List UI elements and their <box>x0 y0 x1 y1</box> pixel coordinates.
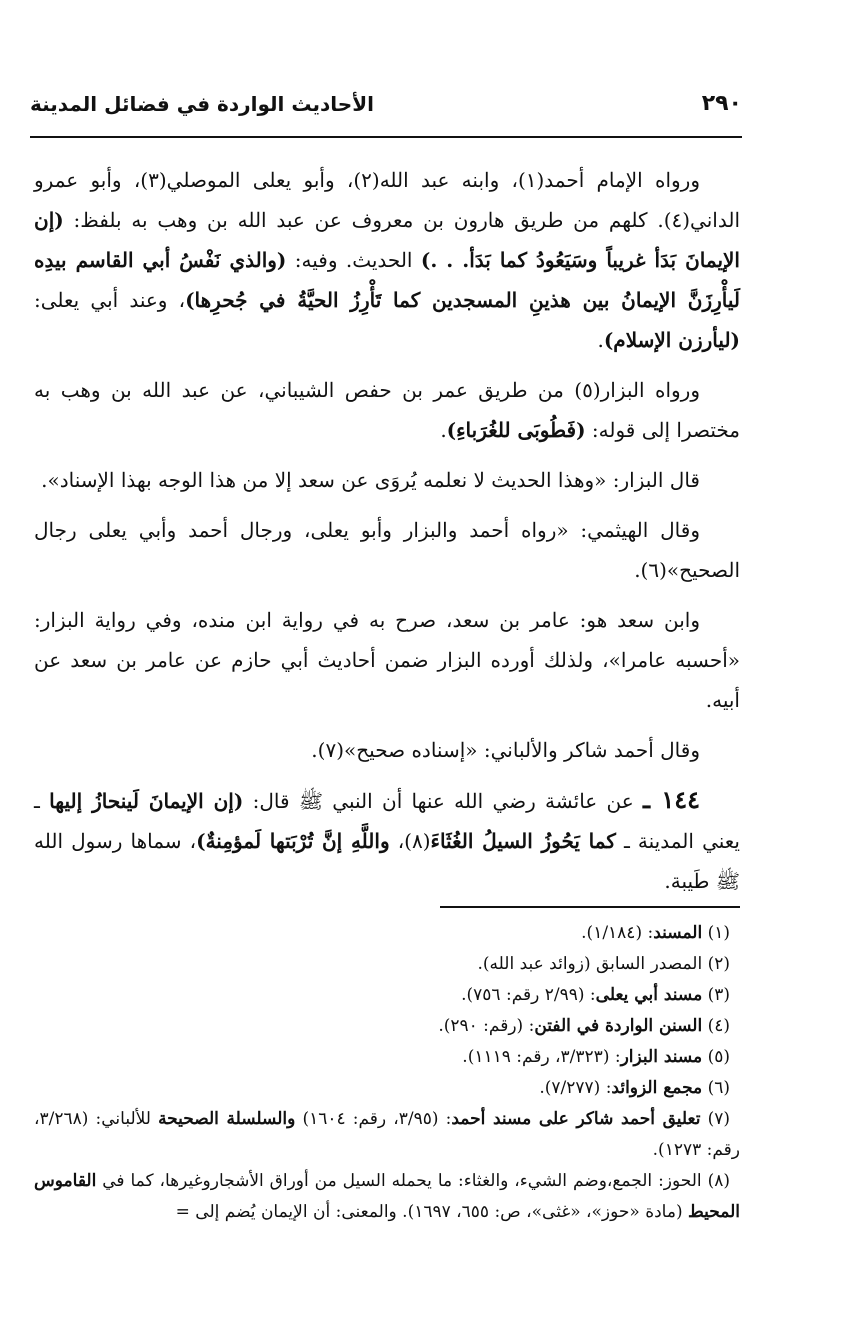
bold-text: كما يَحُوزُ السيلُ الغُثَاءَ <box>430 829 616 853</box>
footnote <box>34 949 740 980</box>
text-run: (٨) الحوز: الجمع،وضم الشيء، والغثاء: ما يحمله السيل من أوراق الأشجاروغيرها، كما في <box>96 1171 730 1191</box>
hadith-number: ١٤٤ ـ <box>643 785 701 814</box>
text-run: : (٣/٣٢٣، رقم: ١١١٩). <box>462 1047 621 1067</box>
text-run: . <box>440 418 447 442</box>
footnote <box>34 918 740 949</box>
text-run: وقال أحمد شاكر والألباني: «إسناده صحيح»(٧). <box>311 738 700 762</box>
text-run: (١) <box>702 923 730 943</box>
text-run: (٨)، <box>389 829 431 853</box>
bold-text: (والذي نَفْسُ أبي القاسم بيدِه لَيأْرِزَنَّ الإيمانُ بين هذينِ المسجدين كما تَأْرِزُ الحيَّةُ في جُحرِها) <box>34 248 740 312</box>
footnote-rule <box>440 906 740 908</box>
main-text <box>34 160 740 911</box>
bold-text: (إن الإيمانَ بَدَأ غريباً وسَيَعُودُ كما بَدَأ. . .) <box>34 208 740 272</box>
paragraph <box>34 510 740 590</box>
text-run: : (٧/٢٧٧). <box>539 1078 612 1098</box>
text-run: ورواه الإمام أحمد(١)، وابنه عبد الله(٢)، وأبو يعلى الموصلي(٣)، وأبو عمرو الداني(٤). كلهم من طريق هارون بن معروف عن عبد الله بن وهب به بلفظ: <box>34 168 740 232</box>
text-run: (٥) <box>702 1047 730 1067</box>
paragraph <box>34 730 740 770</box>
bold-text: (فَطُوبَى للغُرَباءِ) <box>446 418 586 442</box>
footnote <box>34 1042 740 1073</box>
text-run: . <box>597 328 604 352</box>
text-run: الحديث. وفيه: <box>286 248 421 272</box>
hadith-paragraph <box>34 780 740 901</box>
text-run: ، وعند أبي يعلى: <box>34 288 186 312</box>
footnote <box>34 1011 740 1042</box>
hadith-text <box>34 789 740 893</box>
text-run: وقال الهيثمي: «رواه أحمد والبزار وأبو يعلى، ورجال أحمد وأبي يعلى رجال الصحيح»(٦). <box>34 518 740 582</box>
paragraph <box>34 600 740 720</box>
bold-text: مسند البزار <box>620 1047 703 1067</box>
bold-text: السنن الواردة في الفتن <box>534 1016 703 1036</box>
footnote <box>34 1166 740 1228</box>
bold-text: (إن الإيمانَ لَينحازُ إليها <box>49 789 244 813</box>
text-run: وابن سعد هو: عامر بن سعد، صرح به في رواية ابن منده، وفي رواية البزار: «أحسبه عامرا»، ولذلك أورده البزار ضمن أحاديث أبي حازم عن عامر بن سعد عن أبيه. <box>34 608 740 712</box>
text-run: (٢) المصدر السابق (زوائد عبد الله). <box>477 954 730 974</box>
page-header <box>30 86 742 116</box>
text-run: : (٣/٩٥، رقم: ١٦٠٤) <box>295 1109 452 1129</box>
bold-text: مجمع الزوائد <box>611 1078 703 1098</box>
paragraph <box>34 370 740 450</box>
text-run: (مادة «حوز»، «غثى»، ص: ٦٥٥، ١٦٩٧). والمعنى: أن الإيمان يُضم إلى = <box>175 1202 689 1222</box>
footnote <box>34 1104 740 1166</box>
text-run: ورواه البزار(٥) من طريق عمر بن حفص الشيباني، عن عبد الله بن وهب به مختصرا إلى قوله: <box>34 378 740 442</box>
text-run: (٧) <box>700 1109 730 1129</box>
text-run: : (١/١٨٤). <box>581 923 654 943</box>
paragraph <box>34 460 740 500</box>
bold-text: والسلسلة الصحيحة <box>158 1109 296 1129</box>
bold-text: (ليأرزن الإسلام) <box>603 328 740 352</box>
bold-text: مسند أبي يعلى <box>595 985 703 1005</box>
text-run: (٣) <box>702 985 730 1005</box>
footnote <box>34 980 740 1011</box>
text-run: ـ يعني المدينة ـ <box>34 789 740 853</box>
running-title: الأحاديث الواردة في فضائل المدينة <box>30 92 374 116</box>
footnote <box>34 1073 740 1104</box>
text-run: (٤) <box>702 1016 730 1036</box>
text-run: للألباني: (٣/٢٦٨، رقم: ١٢٧٣). <box>34 1109 740 1160</box>
paragraph <box>34 160 740 360</box>
text-run: عن عائشة رضي الله عنها أن النبي ﷺ قال: <box>243 789 643 813</box>
page-number: ٢٩٠ <box>701 91 742 116</box>
bold-text: المسند <box>653 923 703 943</box>
header-rule <box>30 136 742 138</box>
bold-text: تعليق أحمد شاكر على مسند أحمد <box>451 1109 701 1129</box>
text-run: قال البزار: «وهذا الحديث لا نعلمه يُروَى عن سعد إلا من هذا الوجه بهذا الإسناد». <box>41 468 700 492</box>
bold-text: القاموس المحيط <box>34 1171 740 1222</box>
text-run: : (رقم: ٢٩٠). <box>438 1016 535 1036</box>
text-run: ، سماها رسول الله ﷺ طَيبة. <box>34 829 740 893</box>
text-run: (٦) <box>702 1078 730 1098</box>
text-run: : (٢/٩٩ رقم: ٧٥٦). <box>461 985 596 1005</box>
bold-text: واللَّهِ إنَّ تُرْبَتها لَمؤمِنةٌ) <box>196 829 390 853</box>
footnotes <box>34 918 740 1228</box>
